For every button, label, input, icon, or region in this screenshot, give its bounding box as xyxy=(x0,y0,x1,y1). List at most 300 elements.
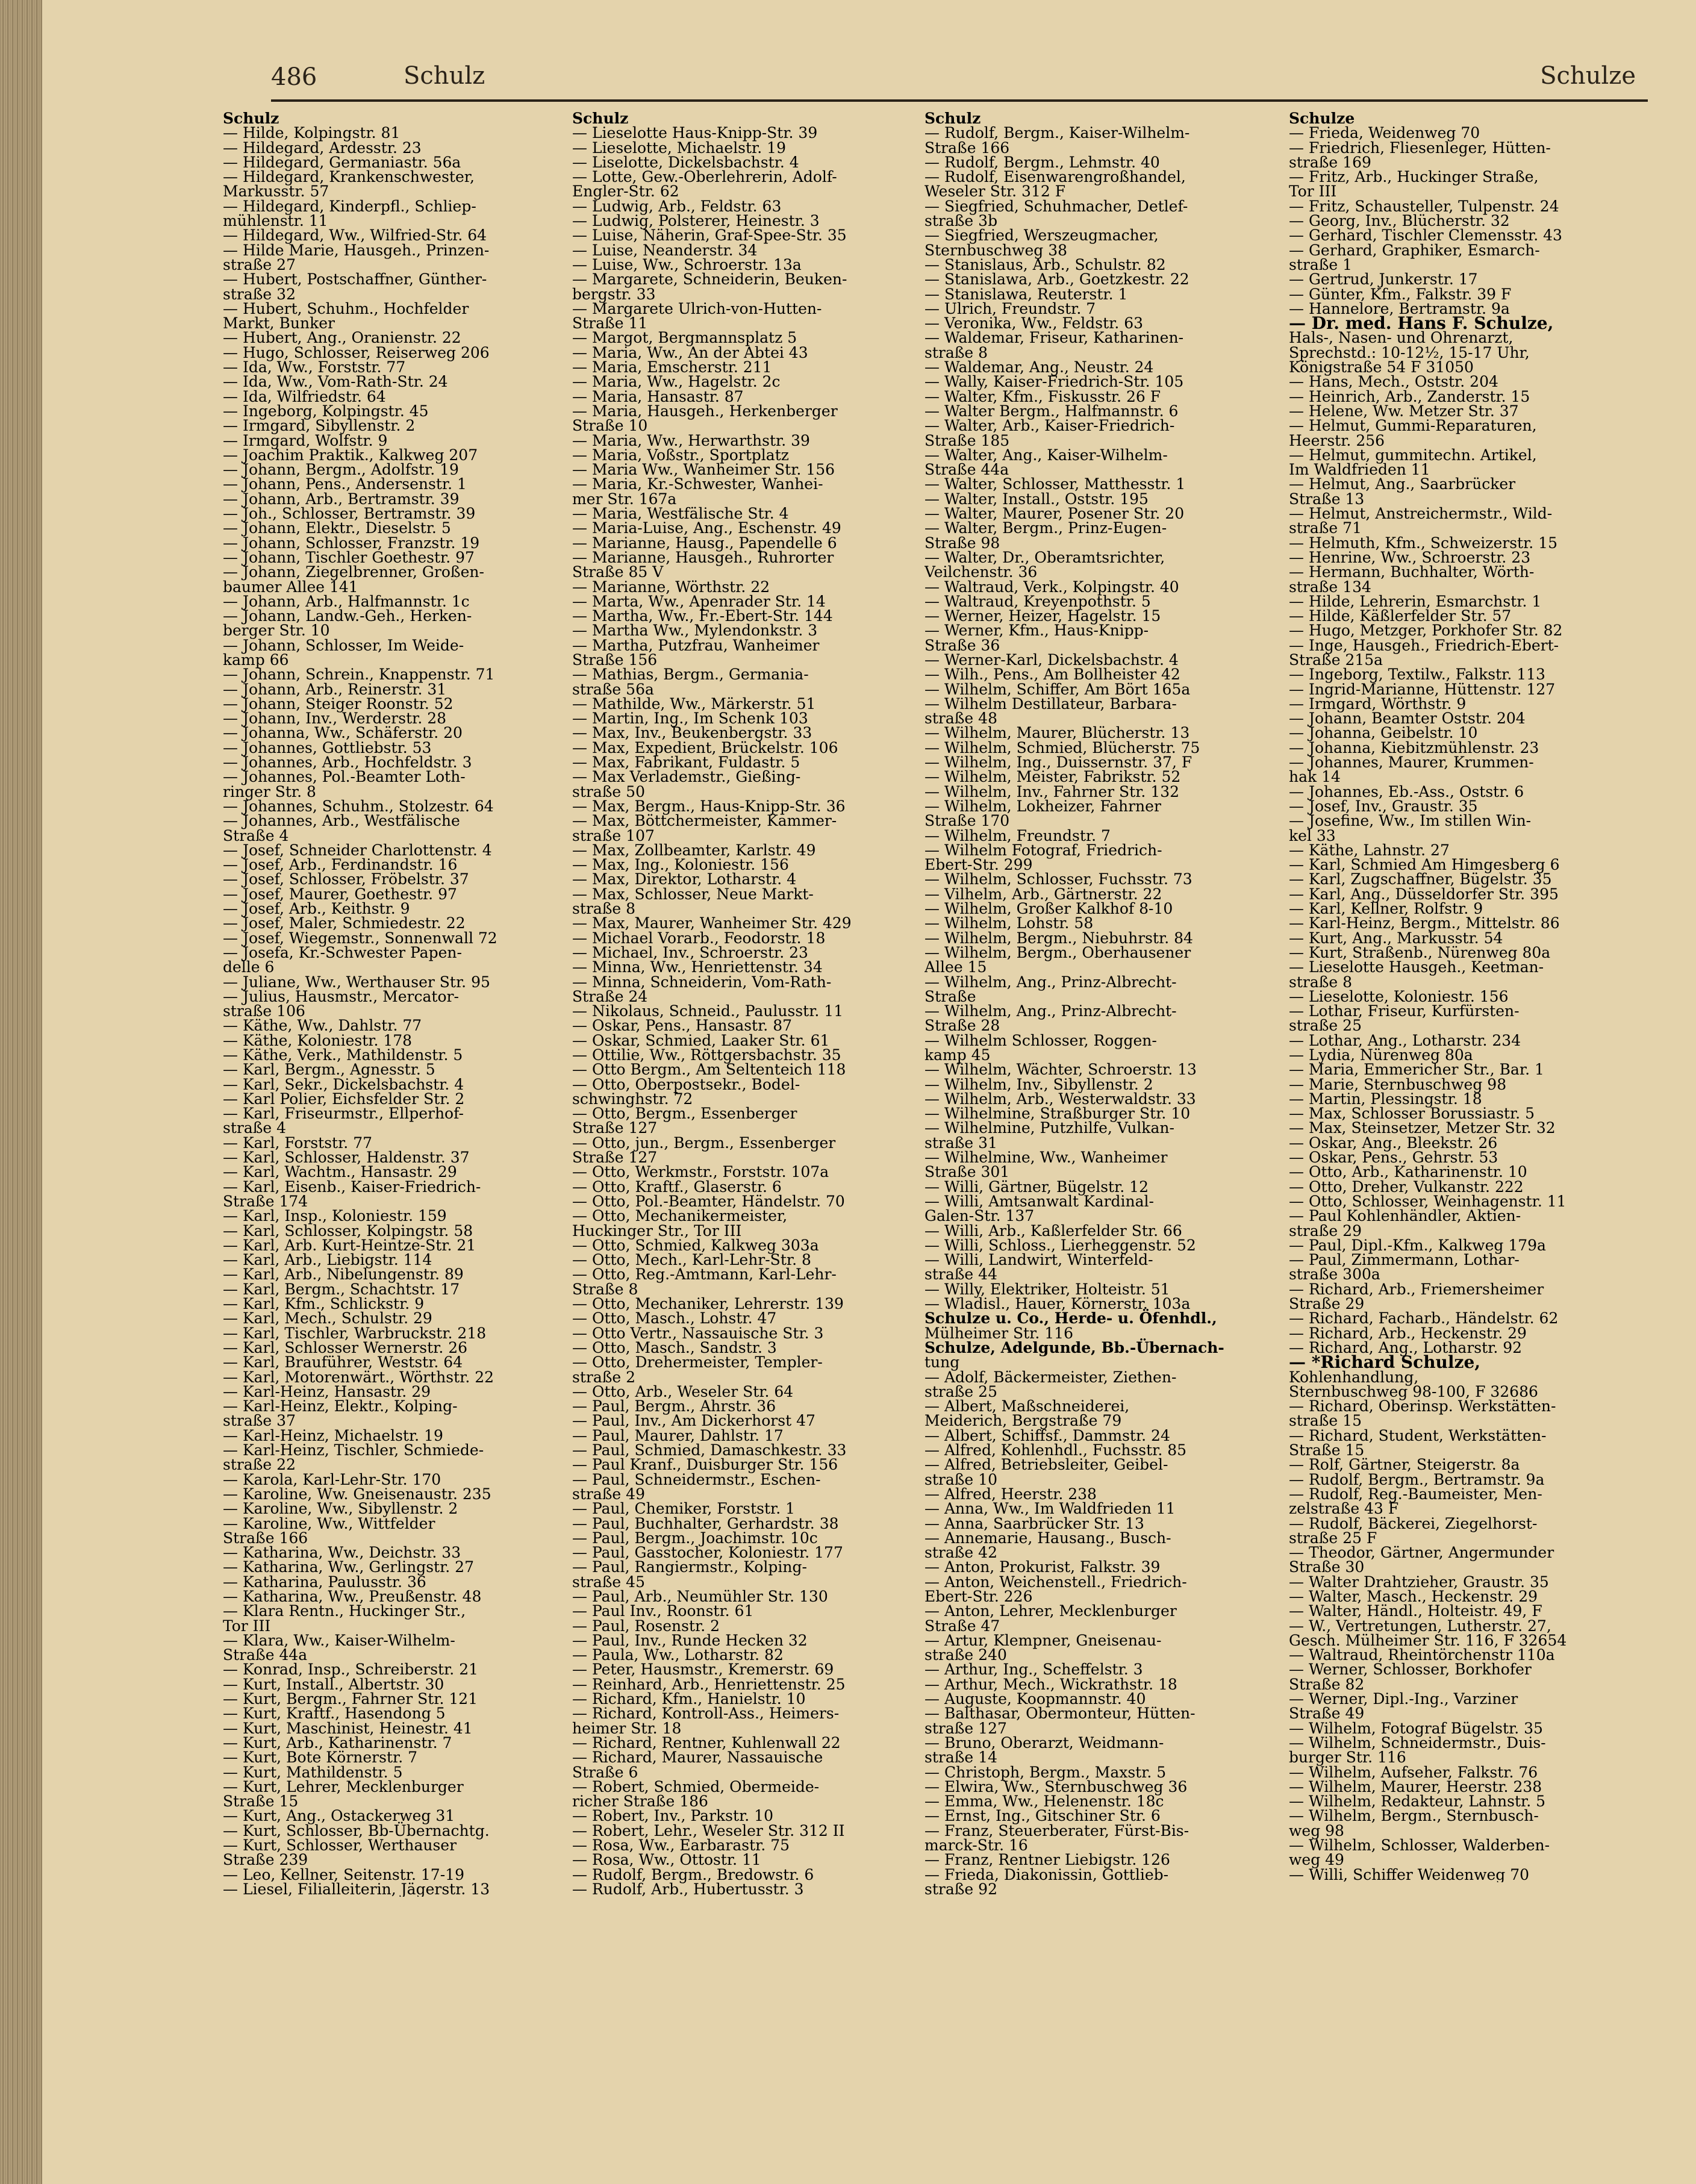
directory-entry-line: — Max, Zollbeamter, Karlstr. 49 xyxy=(572,841,816,859)
directory-entry-line: — Max, Schlosser Borussiastr. 5 xyxy=(1289,1105,1535,1123)
directory-entry-line: — Richard, Kfm., Hanielstr. 10 xyxy=(572,1690,806,1708)
directory-entry-line: — Wilhelm, Ang., Prinz-Albrecht- xyxy=(924,1002,1177,1020)
directory-entry-line: — Willi, Landwirt, Winterfeld- xyxy=(924,1251,1153,1269)
directory-entry-line: Tor III xyxy=(1289,183,1337,201)
directory-entry-line: — Veronika, Ww., Feldstr. 63 xyxy=(924,314,1144,332)
directory-entry-line: — Max, Ing., Koloniestr. 156 xyxy=(572,856,789,874)
directory-entry-line: Straße 166 xyxy=(223,1529,308,1547)
directory-entry-line: — Irmgard, Wolfstr. 9 xyxy=(223,431,388,449)
directory-entry-line: — Alfred, Heerstr. 238 xyxy=(924,1485,1097,1503)
directory-entry-line: — Josef, Schlosser, Fröbelstr. 37 xyxy=(223,870,469,888)
directory-entry-line: — Karl, Brauführer, Weststr. 64 xyxy=(223,1353,463,1371)
running-head-left: Schulz xyxy=(404,62,485,90)
directory-entry-line: — Marianne, Hausg., Papendelle 6 xyxy=(572,534,837,552)
directory-entry-line: — Werner, Heizer, Hagelstr. 15 xyxy=(924,607,1161,625)
directory-entry-line: — Walter, Kfm., Fiskusstr. 26 F xyxy=(924,387,1161,405)
directory-entry-line: — Paul, Schmied, Damaschkestr. 33 xyxy=(572,1441,847,1459)
directory-entry-line: — Wilhelm, Lokheizer, Fahrner xyxy=(924,797,1161,815)
directory-entry-line: Veilchenstr. 36 xyxy=(924,563,1038,581)
directory-entry-line: — Karl-Heinz, Hansastr. 29 xyxy=(223,1382,431,1400)
directory-entry-line: zelstraße 43 F xyxy=(1289,1500,1399,1518)
directory-entry-line: straße 106 xyxy=(223,1002,305,1020)
directory-entry-line: marck-Str. 16 xyxy=(924,1836,1028,1855)
directory-entry-line: — Ulrich, Freundstr. 7 xyxy=(924,299,1096,317)
directory-entry-line: — Rosa, Ww., Earbarastr. 75 xyxy=(572,1836,790,1855)
directory-entry-line: — Willi, Arb., Kaßlerfelder Str. 66 xyxy=(924,1221,1182,1240)
directory-entry-line: — Josef, Maurer, Goethestr. 97 xyxy=(223,885,457,903)
directory-entry-line: — Robert, Lehr., Weseler Str. 312 II xyxy=(572,1821,845,1839)
directory-entry-line: — Maria, Voßstr., Sportplatz xyxy=(572,446,789,464)
directory-entry-line: — Wilhelm, Fotograf Bügelstr. 35 xyxy=(1289,1719,1543,1737)
directory-entry-line: straße 49 xyxy=(572,1485,645,1503)
directory-entry-line: — Katharina, Ww., Gerlingstr. 27 xyxy=(223,1558,474,1576)
directory-entry-line: — Henrine, Ww., Schroerstr. 23 xyxy=(1289,548,1531,566)
directory-entry-line: straße 15 xyxy=(1289,1412,1362,1430)
directory-entry-line: — Katharina, Ww., Preußenstr. 48 xyxy=(223,1587,482,1605)
directory-entry-line: — Wilhelm, Ang., Prinz-Albrecht- xyxy=(924,973,1177,991)
directory-entry-line: straße 4 xyxy=(223,1119,287,1137)
directory-entry-line: — Anton, Lehrer, Mecklenburger xyxy=(924,1602,1177,1620)
directory-entry-line: straße 27 xyxy=(223,255,296,273)
directory-entry-line: Kohlenhandlung, xyxy=(1289,1368,1419,1386)
directory-entry-line: Straße 127 xyxy=(572,1149,658,1167)
directory-entry-line: — Maria, Westfälische Str. 4 xyxy=(572,505,789,523)
directory-entry-line: — Katharina, Ww., Deichstr. 33 xyxy=(223,1544,461,1562)
directory-entry-line: — Fritz, Schausteller, Tulpenstr. 24 xyxy=(1289,197,1559,215)
directory-entry-line: straße 1 xyxy=(1289,255,1353,273)
directory-entry-line: — Hannelore, Bertramstr. 9a xyxy=(1289,299,1510,317)
directory-entry-line: — Artur, Klempner, Gneisenau- xyxy=(924,1631,1162,1649)
directory-entry-line: Ebert-Str. 226 xyxy=(924,1587,1033,1605)
directory-entry-line: — Rudolf, Eisenwarengroßhandel, xyxy=(924,168,1186,186)
directory-entry-line: — Liesel, Filialleiterin, Jägerstr. 13 xyxy=(223,1880,490,1897)
directory-entry-line: — Karl, Arb., Liebigstr. 114 xyxy=(223,1251,432,1269)
page-header xyxy=(271,51,1648,102)
directory-entry-line: kel 33 xyxy=(1289,826,1336,844)
directory-entry-line: — Otto, Pol.-Beamter, Händelstr. 70 xyxy=(572,1192,845,1210)
directory-entry-line: — Rudolf, Arb., Hubertusstr. 3 xyxy=(572,1880,804,1897)
directory-entry-line: burger Str. 116 xyxy=(1289,1749,1406,1767)
directory-entry-line: — Otto, jun., Bergm., Essenberger xyxy=(572,1134,836,1152)
directory-entry-line: — Josef, Inv., Graustr. 35 xyxy=(1289,797,1478,815)
running-head-right: Schulze xyxy=(1540,62,1636,90)
directory-entry-line: straße 25 F xyxy=(1289,1529,1377,1547)
directory-entry-line: — Karl-Heinz, Michaelstr. 19 xyxy=(223,1426,443,1444)
directory-entry-line: — Kurt, Straßenb., Nürenweg 80a xyxy=(1289,943,1551,961)
directory-entry-line: — Käthe, Ww., Dahlstr. 77 xyxy=(223,1017,422,1035)
directory-entry-line: — Richard, Student, Werkstätten- xyxy=(1289,1426,1547,1444)
directory-entry-line: — Katharina, Paulusstr. 36 xyxy=(223,1573,426,1591)
directory-entry-line: Straße 98 xyxy=(924,534,1000,552)
directory-entry-line: — Rosa, Ww., Ottostr. 11 xyxy=(572,1851,761,1869)
directory-entry-line: — Kurt, Install., Albertstr. 30 xyxy=(223,1675,444,1693)
directory-entry-line: Heerstr. 256 xyxy=(1289,431,1385,449)
directory-entry-line: — Mathias, Bergm., Germania- xyxy=(572,666,809,684)
directory-entry-line: straße 44 xyxy=(924,1265,997,1284)
directory-entry-line: — Maria, Kr.-Schwester, Wanhei- xyxy=(572,475,823,493)
directory-entry-line: straße 8 xyxy=(1289,973,1353,991)
directory-entry-line: straße 22 xyxy=(223,1456,296,1474)
directory-entry-line: — Wilhelmine, Putzhilfe, Vulkan- xyxy=(924,1119,1174,1137)
directory-entry-line: — Karl, Arb., Nibelungenstr. 89 xyxy=(223,1265,464,1284)
directory-entry-line: — Karl, Forststr. 77 xyxy=(223,1134,373,1152)
directory-entry-line: — Johanna, Kiebitzmühlenstr. 23 xyxy=(1289,738,1539,757)
directory-entry-line: — Margot, Bergmannsplatz 5 xyxy=(572,329,797,347)
directory-entry-line: — Ottilie, Ww., Röttgersbachstr. 35 xyxy=(572,1046,841,1064)
directory-entry-line: — Walter, Install., Oststr. 195 xyxy=(924,490,1149,508)
directory-entry-line: — Richard, Arb., Friemersheimer xyxy=(1289,1280,1544,1298)
directory-entry-line: — Robert, Schmied, Obermeide- xyxy=(572,1777,820,1796)
directory-entry-line: straße 25 xyxy=(1289,1017,1362,1035)
directory-entry-line: — Rolf, Gärtner, Steigerstr. 8a xyxy=(1289,1456,1520,1474)
directory-entry-line: — Karl-Heinz, Bergm., Mittelstr. 86 xyxy=(1289,914,1560,932)
directory-entry-line: — Walter, Masch., Heckenstr. 29 xyxy=(1289,1587,1538,1605)
directory-entry-line: straße 25 xyxy=(924,1382,997,1400)
directory-entry-line: — Johannes, Arb., Westfälische xyxy=(223,812,460,830)
directory-entry-line: Straße 44a xyxy=(223,1646,308,1664)
directory-entry-line: — Marie, Sternbuschweg 98 xyxy=(1289,1075,1507,1093)
directory-entry-line: — Johann, Schlosser, Im Weide- xyxy=(223,636,464,654)
directory-entry-line: — Frieda, Diakonissin, Gottlieb- xyxy=(924,1865,1169,1883)
directory-entry-line: — Karoline, Ww., Sibyllenstr. 2 xyxy=(223,1500,458,1518)
directory-entry-line: — Lothar, Friseur, Kurfürsten- xyxy=(1289,1002,1520,1020)
directory-entry-line: — Hildegard, Germaniastr. 56a xyxy=(223,153,461,171)
directory-entry-line: Schulze, Adelgunde, Bb.-Übernach- xyxy=(924,1338,1224,1356)
directory-entry-line: — Walter, Ang., Kaiser-Wilhelm- xyxy=(924,446,1168,464)
directory-entry-line: — Rudolf, Bergm., Bertramstr. 9a xyxy=(1289,1470,1545,1488)
directory-entry-line: — Maria, Ww., Hagelstr. 2c xyxy=(572,373,781,391)
directory-entry-line: Straße 4 xyxy=(223,826,289,844)
directory-entry-line: straße 2 xyxy=(572,1368,636,1386)
directory-entry-line: — Auguste, Koopmannstr. 40 xyxy=(924,1690,1146,1708)
directory-entry-line: Straße 185 xyxy=(924,431,1010,449)
directory-entry-line: heimer Str. 18 xyxy=(572,1719,682,1737)
directory-entry-line: — Maria, Ww., Herwarthstr. 39 xyxy=(572,431,810,449)
directory-entry-line: — Max, Schlosser, Neue Markt- xyxy=(572,885,814,903)
directory-entry-line: — Karoline, Ww. Gneisenaustr. 235 xyxy=(223,1485,491,1503)
directory-entry-line: straße 92 xyxy=(924,1880,997,1897)
directory-entry-line: — Käthe, Koloniestr. 178 xyxy=(223,1031,413,1049)
directory-entry-line: — Ludwig, Arb., Feldstr. 63 xyxy=(572,197,782,215)
directory-entry-line: — Johann, Landw.-Geh., Herken- xyxy=(223,607,472,625)
directory-entry-line: — Hilde, Käßlerfelder Str. 57 xyxy=(1289,607,1512,625)
directory-entry-line: Straße 156 xyxy=(572,651,658,669)
directory-entry-line: kamp 45 xyxy=(924,1046,991,1064)
directory-entry-line: — Otto, Oberpostsekr., Bodel- xyxy=(572,1075,800,1093)
directory-entry-line: — Karl, Friseurmstr., Ellperhof- xyxy=(223,1105,464,1123)
directory-entry-line: — Richard, Rentner, Kuhlenwall 22 xyxy=(572,1733,841,1752)
directory-entry-line: — Dr. med. Hans F. Schulze, xyxy=(1289,313,1554,334)
directory-entry-line: — Irmgard, Wörthstr. 9 xyxy=(1289,694,1467,713)
directory-entry-line: — Elwira, Ww., Sternbuschweg 36 xyxy=(924,1777,1188,1796)
directory-entry-line: — Willi, Schloss., Lierheggenstr. 52 xyxy=(924,1236,1196,1254)
directory-entry-line: — Johanna, Geibelstr. 10 xyxy=(1289,724,1478,742)
directory-entry-line: — Max, Böttchermeister, Kammer- xyxy=(572,812,837,830)
directory-entry-line: — Lieselotte, Michaelstr. 19 xyxy=(572,139,786,157)
directory-entry-line: — Willi, Gärtner, Bügelstr. 12 xyxy=(924,1178,1149,1196)
directory-entry-line: — Minna, Ww., Henriettenstr. 34 xyxy=(572,958,823,976)
directory-entry-line: — Franz, Rentner Liebigstr. 126 xyxy=(924,1851,1170,1869)
directory-entry-line: — Johannes, Maurer, Krummen- xyxy=(1289,753,1534,772)
directory-entry-line: — Hugo, Metzger, Porkhofer Str. 82 xyxy=(1289,622,1563,640)
directory-entry-line: — Max, Direktor, Lotharstr. 4 xyxy=(572,870,797,888)
directory-entry-line: Straße 36 xyxy=(924,636,1000,654)
directory-entry-line: — Bruno, Oberarzt, Weidmann- xyxy=(924,1733,1164,1752)
directory-entry-line: — Wilhelmine, Straßburger Str. 10 xyxy=(924,1105,1191,1123)
directory-entry-line: — Waldemar, Friseur, Katharinen- xyxy=(924,329,1184,347)
directory-entry-line: — Franz, Steuerberater, Fürst-Bis- xyxy=(924,1821,1189,1839)
page-number: 486 xyxy=(271,63,317,91)
directory-entry-line: — Arthur, Ing., Scheffelstr. 3 xyxy=(924,1661,1143,1679)
directory-entry-line: — Johannes, Pol.-Beamter Loth- xyxy=(223,768,466,786)
directory-entry-line: — Johann, Steiger Roonstr. 52 xyxy=(223,694,454,713)
directory-entry-line: weg 49 xyxy=(1289,1851,1344,1869)
directory-entry-line: — Paul, Zimmermann, Lothar- xyxy=(1289,1251,1520,1269)
directory-entry-line: — Paul, Chemiker, Forststr. 1 xyxy=(572,1500,796,1518)
directory-entry-line: — Marianne, Wörthstr. 22 xyxy=(572,578,770,596)
directory-entry-line: Straße 47 xyxy=(924,1617,1000,1635)
directory-entry-line: — Leo, Kellner, Seitenstr. 17-19 xyxy=(223,1865,464,1883)
directory-entry-line: — Paul, Dipl.-Kfm., Kalkweg 179a xyxy=(1289,1236,1546,1254)
directory-entry-line: — Johann, Arb., Halfmannstr. 1c xyxy=(223,592,470,610)
directory-entry-line: — Wilhelm Fotograf, Friedrich- xyxy=(924,841,1162,859)
directory-entry-line: Meiderich, Bergstraße 79 xyxy=(924,1412,1122,1430)
directory-entry-line: — Gerhard, Graphiker, Esmarch- xyxy=(1289,241,1540,259)
directory-entry-line: — Josef, Wiegemstr., Sonnenwall 72 xyxy=(223,929,497,947)
directory-entry-line: — Wally, Kaiser-Friedrich-Str. 105 xyxy=(924,373,1184,391)
directory-entry-line: — Käthe, Lahnstr. 27 xyxy=(1289,841,1450,859)
directory-entry-line: Straße 82 xyxy=(1289,1675,1365,1693)
directory-entry-line: — Werner, Kfm., Haus-Knipp- xyxy=(924,622,1149,640)
directory-entry-line: straße 37 xyxy=(223,1412,296,1430)
directory-entry-line: — W., Vertretungen, Lutherstr. 27, xyxy=(1289,1617,1551,1635)
directory-entry-line: straße 127 xyxy=(924,1719,1007,1737)
directory-entry-line: — Josefa, Kr.-Schwester Papen- xyxy=(223,943,462,961)
directory-entry-line: — Gertrud, Junkerstr. 17 xyxy=(1289,270,1478,289)
directory-entry-line: — Maria, Hausgeh., Herkenberger xyxy=(572,402,838,420)
directory-entry-line: — Richard, Facharb., Händelstr. 62 xyxy=(1289,1309,1559,1328)
directory-entry-line: — Kurt, Mathildenstr. 5 xyxy=(223,1763,403,1781)
directory-entry-line: — Lothar, Ang., Lotharstr. 234 xyxy=(1289,1031,1521,1049)
directory-entry-line: — Siegfried, Schuhmacher, Detlef- xyxy=(924,197,1188,215)
directory-entry-line: — Wilhelm, Freundstr. 7 xyxy=(924,826,1111,844)
directory-entry-line: straße 32 xyxy=(223,285,296,303)
directory-entry-line: kamp 66 xyxy=(223,651,289,669)
directory-entry-line: — Otto Vertr., Nassauische Str. 3 xyxy=(572,1324,824,1342)
directory-entry-line: straße 10 xyxy=(924,1470,997,1488)
directory-entry-line: — Martha, Ww., Fr.-Ebert-Str. 144 xyxy=(572,607,833,625)
directory-entry-line: — Georg, Inv., Blücherstr. 32 xyxy=(1289,212,1510,230)
directory-entry-line: — Johannes, Arb., Hochfeldstr. 3 xyxy=(223,753,472,772)
directory-entry-line: — Gerhard, Tischler Clemensstr. 43 xyxy=(1289,226,1562,245)
directory-entry-line: — Wilhelm, Schiffer, Am Bört 165a xyxy=(924,680,1191,698)
directory-entry-line: — Anna, Ww., Im Waldfrieden 11 xyxy=(924,1500,1176,1518)
directory-entry-line: — Stanislaus, Arb., Schulstr. 82 xyxy=(924,255,1166,273)
directory-entry-line: — Paul, Rangiermstr., Kolping- xyxy=(572,1558,807,1576)
directory-entry-line: — Kurt, Ang., Markusstr. 54 xyxy=(1289,929,1503,947)
directory-entry-line: — Maria, Emscherstr. 211 xyxy=(572,358,772,376)
directory-entry-line: Straße 85 V xyxy=(572,563,664,581)
directory-entry-line: — Johannes, Schuhm., Stolzestr. 64 xyxy=(223,797,494,815)
directory-entry-line: — Robert, Inv., Parkstr. 10 xyxy=(572,1807,773,1825)
directory-entry-line: — Margarete, Schneiderin, Beuken- xyxy=(572,270,847,289)
directory-entry-line: straße 3b xyxy=(924,212,998,230)
directory-entry-line: — Wilhelm, Ing., Duissernstr. 37, F xyxy=(924,753,1192,772)
directory-entry-line: — Alfred, Betriebsleiter, Geibel- xyxy=(924,1456,1168,1474)
directory-entry-line: — Rudolf, Bergm., Bredowstr. 6 xyxy=(572,1865,814,1883)
directory-entry-line: — Waltraud, Verk., Kolpingstr. 40 xyxy=(924,578,1179,596)
directory-entry-line: — Johann, Schrein., Knappenstr. 71 xyxy=(223,666,495,684)
directory-entry-line: — Kurt, Arb., Katharinenstr. 7 xyxy=(223,1733,452,1752)
directory-entry-line: — Klara Rentn., Huckinger Str., xyxy=(223,1602,466,1620)
directory-entry-line: Straße 174 xyxy=(223,1192,308,1210)
directory-entry-line: — Richard, Maurer, Nassauische xyxy=(572,1749,823,1767)
directory-entry-line: — Waltraud, Rheintörchenstr 110a xyxy=(1289,1646,1555,1664)
directory-entry-line: — Frieda, Weidenweg 70 xyxy=(1289,124,1480,142)
directory-entry-line: — Wilh., Pens., Am Bollheister 42 xyxy=(924,666,1180,684)
directory-entry-line: Hals-, Nasen- und Ohrenarzt, xyxy=(1289,329,1514,347)
directory-entry-line: Straße 24 xyxy=(572,987,648,1005)
directory-entry-line: — Klara, Ww., Kaiser-Wilhelm- xyxy=(223,1631,455,1649)
directory-entry-line: — Ida, Ww., Forststr. 77 xyxy=(223,358,406,376)
directory-entry-line: — Wladisl., Hauer, Körnerstr. 103a xyxy=(924,1295,1191,1313)
directory-entry-line: — Karl, Motorenwärt., Wörthstr. 22 xyxy=(223,1368,494,1386)
directory-entry-line: — Richard, Ang., Lotharstr. 92 xyxy=(1289,1338,1523,1356)
directory-entry-line: — Walter, Maurer, Posener Str. 20 xyxy=(924,505,1185,523)
directory-entry-line: — Arthur, Mech., Wickrathstr. 18 xyxy=(924,1675,1177,1693)
directory-entry-line: — Karl, Kfm., Schlickstr. 9 xyxy=(223,1295,425,1313)
directory-entry-line: Straße 170 xyxy=(924,812,1010,830)
directory-entry-line: — Julius, Hausmstr., Mercator- xyxy=(223,987,459,1005)
directory-entry-line: — Otto, Arb., Weseler Str. 64 xyxy=(572,1382,794,1400)
directory-entry-line: — Otto, Schlosser, Weinhagenstr. 11 xyxy=(1289,1192,1567,1210)
directory-entry-line: — Otto, Mechaniker, Lehrerstr. 139 xyxy=(572,1295,844,1313)
directory-entry-line: mühlenstr. 11 xyxy=(223,212,328,230)
directory-entry-line: — Käthe, Verk., Mathildenstr. 5 xyxy=(223,1046,463,1064)
directory-entry-line: — Konrad, Insp., Schreiberstr. 21 xyxy=(223,1661,479,1679)
directory-entry-line: — Wilhelm, Inv., Fahrner Str. 132 xyxy=(924,782,1180,800)
directory-entry-line: berger Str. 10 xyxy=(223,622,330,640)
directory-entry-line: Straße 301 xyxy=(924,1163,1010,1181)
directory-entry-line: — Josef, Maler, Schmiedestr. 22 xyxy=(223,914,466,932)
directory-entry-line: — Marianne, Hausgeh., Ruhrorter xyxy=(572,548,834,566)
directory-entry-line: — Johannes, Gottliebstr. 53 xyxy=(223,738,432,757)
directory-entry-line: — Paul, Arb., Neumühler Str. 130 xyxy=(572,1587,828,1605)
column-heading: Schulz xyxy=(924,111,981,127)
directory-entry-line: — Otto Bergm., Am Seltenteich 118 xyxy=(572,1061,846,1079)
directory-entry-line: — Wilhelm, Schmied, Blücherstr. 75 xyxy=(924,738,1200,757)
directory-entry-line: — Siegfried, Werszeugmacher, xyxy=(924,226,1159,245)
directory-entry-line: ringer Str. 8 xyxy=(223,782,316,800)
directory-entry-line: — Otto, Mechanikermeister, xyxy=(572,1207,788,1225)
directory-entry-line: — Otto, Reg.-Amtmann, Karl-Lehr- xyxy=(572,1265,837,1284)
column-heading: Schulz xyxy=(572,111,629,127)
directory-entry-line: — Maria Ww., Wanheimer Str. 156 xyxy=(572,461,835,479)
directory-entry-line: — Minna, Schneiderin, Vom-Rath- xyxy=(572,973,832,991)
directory-entry-line: — Johann, Inv., Werderstr. 28 xyxy=(223,710,447,728)
directory-entry-line: — Karl, Ang., Düsseldorfer Str. 395 xyxy=(1289,885,1559,903)
directory-entry-line: — Wilhelm Schlosser, Roggen- xyxy=(924,1031,1157,1049)
directory-entry-line: bergstr. 33 xyxy=(572,285,656,303)
directory-entry-line: — Ernst, Ing., Gitschiner Str. 6 xyxy=(924,1807,1161,1825)
directory-entry-line: — Maria, Hansastr. 87 xyxy=(572,387,744,405)
column-2 xyxy=(572,111,909,1897)
directory-entry-line: Gesch. Mülheimer Str. 116, F 32654 xyxy=(1289,1631,1567,1649)
directory-entry-line: — Karl, Wachtm., Hansastr. 29 xyxy=(223,1163,457,1181)
directory-entry-line: — Ida, Wilfriedstr. 64 xyxy=(223,387,386,405)
directory-entry-line: — Balthasar, Obermonteur, Hütten- xyxy=(924,1705,1196,1723)
directory-entry-line: straße 50 xyxy=(572,782,645,800)
directory-entry-line: straße 300a xyxy=(1289,1265,1380,1284)
directory-entry-line: hak 14 xyxy=(1289,768,1341,786)
directory-entry-line: — Rudolf, Reg.-Baumeister, Men- xyxy=(1289,1485,1542,1503)
directory-entry-line: — Hildegard, Kinderpfl., Schliep- xyxy=(223,197,476,215)
directory-entry-line: Straße 28 xyxy=(924,1017,1000,1035)
directory-entry-line: — Karl, Bergm., Schachtstr. 17 xyxy=(223,1280,460,1298)
directory-entry-line: — Friedrich, Fliesenleger, Hütten- xyxy=(1289,139,1551,157)
directory-entry-line: — Lieselotte Hausgeh., Keetman- xyxy=(1289,958,1544,976)
directory-entry-line: — Oskar, Schmied, Laaker Str. 61 xyxy=(572,1031,830,1049)
directory-entry-line: — Martha, Putzfrau, Wanheimer xyxy=(572,636,820,654)
directory-entry-line: Tor III xyxy=(223,1617,271,1635)
directory-entry-line: — Walter, Händl., Holteistr. 49, F xyxy=(1289,1602,1542,1620)
directory-entry-line: delle 6 xyxy=(223,958,275,976)
directory-entry-line: — Karl, Schmied Am Himgesberg 6 xyxy=(1289,856,1560,874)
directory-entry-line: — Johann, Tischler Goethestr. 97 xyxy=(223,548,475,566)
directory-entry-line: Mülheimer Str. 116 xyxy=(924,1324,1073,1342)
directory-entry-line: — Waldemar, Ang., Neustr. 24 xyxy=(924,358,1154,376)
directory-entry-line: straße 240 xyxy=(924,1646,1007,1664)
directory-entry-line: — Josef, Schneider Charlottenstr. 4 xyxy=(223,841,492,859)
directory-entry-line: — Albert, Schiffsf., Dammstr. 24 xyxy=(924,1426,1170,1444)
directory-entry-line: — Walter, Arb., Kaiser-Friedrich- xyxy=(924,417,1175,435)
directory-entry-line: — Waltraud, Kreyenpothstr. 5 xyxy=(924,592,1151,610)
directory-entry-line: — Johann, Beamter Oststr. 204 xyxy=(1289,710,1526,728)
directory-entry-line: — Heinrich, Arb., Zanderstr. 15 xyxy=(1289,387,1530,405)
directory-entry-line: — Anton, Weichenstell., Friedrich- xyxy=(924,1573,1187,1591)
directory-entry-line: — Wilhelm, Schneidermstr., Duis- xyxy=(1289,1733,1546,1752)
directory-entry-line: — Wilhelm, Bergm., Oberhausener xyxy=(924,943,1191,961)
directory-entry-line: — Kurt, Bergm., Fahrner Str. 121 xyxy=(223,1690,478,1708)
directory-entry-line: — Wilhelm, Redakteur, Lahnstr. 5 xyxy=(1289,1792,1545,1811)
directory-entry-line: — Otto, Masch., Lohstr. 47 xyxy=(572,1309,777,1328)
directory-entry-line: — Walter, Schlosser, Matthesstr. 1 xyxy=(924,475,1186,493)
directory-entry-line: — Hans, Mech., Oststr. 204 xyxy=(1289,373,1498,391)
directory-entry-line: — Kurt, Schlosser, Werthauser xyxy=(223,1836,457,1855)
directory-entry-line: — Anton, Prokurist, Falkstr. 39 xyxy=(924,1558,1161,1576)
directory-entry-line: — Lieselotte, Koloniestr. 156 xyxy=(1289,987,1509,1005)
directory-entry-line: baumer Allee 141 xyxy=(223,578,358,596)
directory-entry-line: — Martin, Plessingstr. 18 xyxy=(1289,1090,1482,1108)
directory-entry-line: — Vilhelm, Arb., Gärtnerstr. 22 xyxy=(924,885,1162,903)
directory-entry-line: straße 31 xyxy=(924,1134,997,1152)
directory-entry-line: — Johann, Ziegelbrenner, Großen- xyxy=(223,563,484,581)
directory-entry-line: — Luise, Ww., Schroerstr. 13a xyxy=(572,255,802,273)
directory-entry-line: straße 48 xyxy=(924,710,997,728)
directory-entry-line: — Otto, Schmied, Kalkweg 303a xyxy=(572,1236,819,1254)
directory-entry-line: — Paul Kohlenhändler, Aktien- xyxy=(1289,1207,1521,1225)
directory-entry-line: weg 98 xyxy=(1289,1821,1344,1839)
directory-entry-line: Königstraße 54 F 31050 xyxy=(1289,358,1474,376)
directory-entry-line: — Johann, Bergm., Adolfstr. 19 xyxy=(223,461,459,479)
directory-entry-line: Sternbuschweg 38 xyxy=(924,241,1068,259)
directory-entry-line: — Max, Bergm., Haus-Knipp-Str. 36 xyxy=(572,797,846,815)
directory-entry-line: — Ida, Ww., Vom-Rath-Str. 24 xyxy=(223,373,448,391)
directory-entry-line: — Hubert, Postschaffner, Günther- xyxy=(223,270,487,289)
directory-entry-line: — Otto, Dreher, Vulkanstr. 222 xyxy=(1289,1178,1524,1196)
directory-entry-line: — Otto, Werkmstr., Forststr. 107a xyxy=(572,1163,829,1181)
directory-entry-line: Straße 29 xyxy=(1289,1295,1365,1313)
